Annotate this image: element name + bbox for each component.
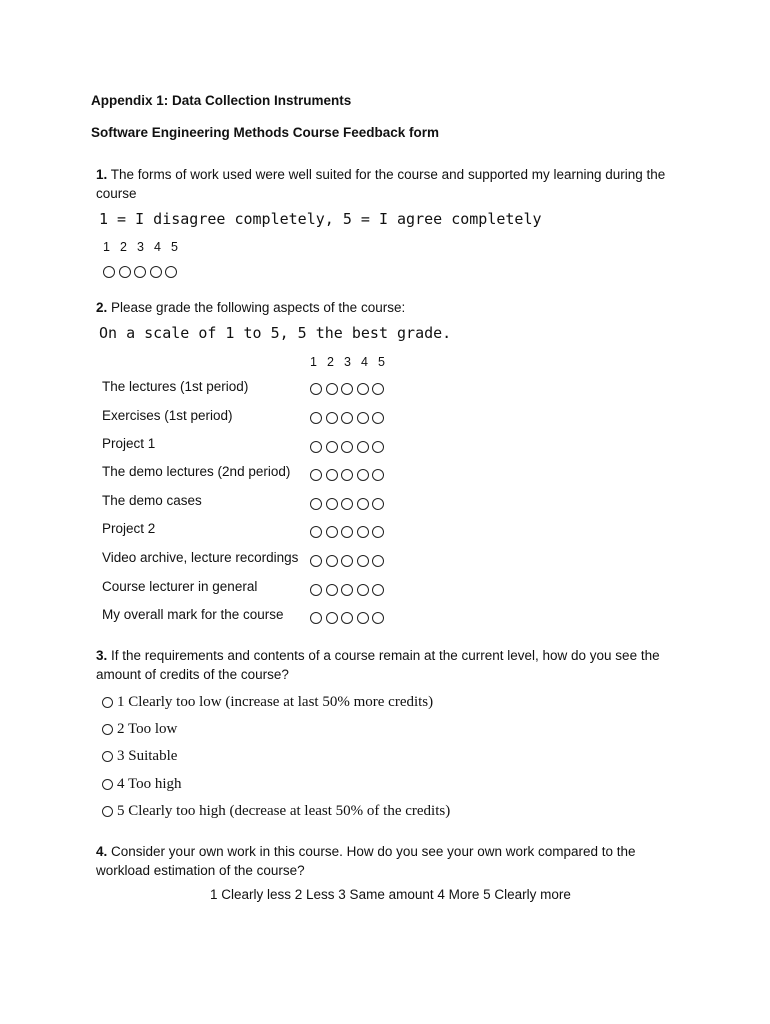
grading-row-label: My overall mark for the course xyxy=(102,607,284,622)
credit-option-label: 2 Too low xyxy=(117,721,178,737)
scale-label: 2 xyxy=(120,240,127,254)
radio-option-3[interactable] xyxy=(341,412,353,424)
radio-option-3[interactable] xyxy=(341,584,353,596)
grading-row-radios xyxy=(310,380,388,398)
radio-option-1[interactable] xyxy=(310,441,322,453)
radio-option-2[interactable] xyxy=(326,412,338,424)
grading-row-radios xyxy=(310,523,388,541)
radio-option-1[interactable] xyxy=(310,526,322,538)
radio-option-5[interactable] xyxy=(372,412,384,424)
question-2-scale-note: On a scale of 1 to 5, 5 the best grade. xyxy=(99,324,452,342)
radio-option-2[interactable] xyxy=(326,441,338,453)
question-4 xyxy=(96,842,666,880)
credit-option[interactable] xyxy=(102,721,177,738)
question-4-number: 4. xyxy=(96,844,108,859)
question-2-scale-head xyxy=(310,353,395,371)
grading-row-radios xyxy=(310,409,388,427)
question-1-number: 1. xyxy=(96,167,108,182)
credit-option-label: 4 Too high xyxy=(117,776,182,792)
radio-option-4[interactable] xyxy=(357,498,369,510)
radio-option-5[interactable] xyxy=(372,383,384,395)
radio-option-2[interactable] xyxy=(326,612,338,624)
radio-option-4[interactable] xyxy=(357,555,369,567)
radio-option-4[interactable] xyxy=(357,412,369,424)
radio-option-4[interactable] xyxy=(357,612,369,624)
radio-option-4[interactable] xyxy=(357,383,369,395)
radio-option-3[interactable] xyxy=(341,612,353,624)
radio-option-5[interactable] xyxy=(372,526,384,538)
grading-row xyxy=(102,492,202,510)
grading-row xyxy=(102,520,155,538)
credit-option[interactable] xyxy=(102,748,177,765)
radio-option-2[interactable] xyxy=(326,383,338,395)
question-1-scale-head xyxy=(103,238,188,256)
credit-option[interactable] xyxy=(102,776,182,793)
grading-row-label: Project 1 xyxy=(102,436,156,451)
radio-option-1[interactable] xyxy=(310,584,322,596)
question-1-radios xyxy=(103,263,181,281)
grading-row-label: The lectures (1st period) xyxy=(102,379,249,394)
credit-option-label: 1 Clearly too low (increase at last 50% more credits) xyxy=(117,694,434,710)
question-2-text: Please grade the following aspects of the course: xyxy=(111,300,406,315)
grading-row xyxy=(102,435,155,453)
radio-option-1[interactable] xyxy=(310,555,322,567)
scale-label: 1 xyxy=(103,240,110,254)
grading-row xyxy=(102,407,233,425)
radio-option-5[interactable] xyxy=(372,441,384,453)
grading-row xyxy=(102,606,284,624)
question-3-number: 3. xyxy=(96,648,108,663)
radio-option-3[interactable] xyxy=(341,498,353,510)
grading-row-label: The demo lectures (2nd period) xyxy=(102,464,291,479)
radio-option-1[interactable] xyxy=(310,469,322,481)
radio-option-2[interactable] xyxy=(326,526,338,538)
radio-option-2[interactable] xyxy=(119,266,131,278)
question-2 xyxy=(96,298,666,317)
radio-option-4[interactable] xyxy=(357,441,369,453)
credit-option-label: 3 Suitable xyxy=(117,748,178,764)
radio-button[interactable] xyxy=(102,806,113,817)
grading-row-label: Exercises (1st period) xyxy=(102,408,233,423)
radio-button[interactable] xyxy=(102,779,113,790)
radio-option-3[interactable] xyxy=(341,441,353,453)
scale-label: 5 xyxy=(171,240,178,254)
grading-row xyxy=(102,378,248,396)
radio-option-3[interactable] xyxy=(341,383,353,395)
radio-option-2[interactable] xyxy=(326,469,338,481)
radio-option-2[interactable] xyxy=(326,584,338,596)
scale-label: 3 xyxy=(344,355,351,369)
question-4-text: Consider your own work in this course. How do you see your own work compared to the workload estimation of the course? xyxy=(96,844,636,878)
scale-label: 4 xyxy=(154,240,161,254)
radio-option-3[interactable] xyxy=(341,555,353,567)
grading-row-radios xyxy=(310,466,388,484)
scale-label: 1 xyxy=(310,355,317,369)
appendix-title: Appendix 1: Data Collection Instruments xyxy=(91,93,352,108)
grading-row-label: Video archive, lecture recordings xyxy=(102,550,299,565)
scale-label: 4 xyxy=(361,355,368,369)
radio-option-1[interactable] xyxy=(310,412,322,424)
radio-button[interactable] xyxy=(102,697,113,708)
grading-row-radios xyxy=(310,609,388,627)
radio-button[interactable] xyxy=(102,724,113,735)
radio-option-4[interactable] xyxy=(357,584,369,596)
scale-label: 2 xyxy=(327,355,334,369)
question-1 xyxy=(96,165,666,203)
radio-option-5[interactable] xyxy=(372,498,384,510)
question-1-text: The forms of work used were well suited for the course and supported my learning during the course xyxy=(96,167,666,201)
credit-option[interactable] xyxy=(102,694,433,711)
radio-option-1[interactable] xyxy=(103,266,115,278)
question-3 xyxy=(96,646,666,684)
radio-option-5[interactable] xyxy=(372,612,384,624)
grading-row-radios xyxy=(310,581,388,599)
radio-option-1[interactable] xyxy=(310,498,322,510)
radio-option-3[interactable] xyxy=(134,266,146,278)
radio-option-5[interactable] xyxy=(372,469,384,481)
radio-option-3[interactable] xyxy=(341,469,353,481)
grading-row xyxy=(102,463,290,481)
question-2-number: 2. xyxy=(96,300,108,315)
radio-option-4[interactable] xyxy=(357,469,369,481)
credit-option-label: 5 Clearly too high (decrease at least 50% of the credits) xyxy=(117,803,451,819)
credit-option[interactable] xyxy=(102,803,450,820)
grading-row-radios xyxy=(310,438,388,456)
radio-option-1[interactable] xyxy=(310,612,322,624)
scale-label: 3 xyxy=(137,240,144,254)
grading-row-label: Project 2 xyxy=(102,521,156,536)
workload-scale-line: 1 Clearly less 2 Less 3 Same amount 4 More 5 Clearly more xyxy=(210,887,571,902)
radio-option-2[interactable] xyxy=(326,555,338,567)
form-title: Software Engineering Methods Course Feedback form xyxy=(91,125,440,140)
grading-row xyxy=(102,578,257,596)
grading-row-label: The demo cases xyxy=(102,493,202,508)
question-3-text: If the requirements and contents of a course remain at the current level, how do you see the amount of credits of the course? xyxy=(96,648,660,682)
radio-option-5[interactable] xyxy=(165,266,177,278)
radio-option-5[interactable] xyxy=(372,584,384,596)
grading-row xyxy=(102,549,298,567)
grading-row-label: Course lecturer in general xyxy=(102,579,258,594)
grading-row-radios xyxy=(310,552,388,570)
scale-label: 5 xyxy=(378,355,385,369)
question-1-scale-note: 1 = I disagree completely, 5 = I agree completely xyxy=(99,210,542,228)
grading-row-radios xyxy=(310,495,388,513)
radio-button[interactable] xyxy=(102,751,113,762)
radio-option-5[interactable] xyxy=(372,555,384,567)
radio-option-1[interactable] xyxy=(310,383,322,395)
radio-option-2[interactable] xyxy=(326,498,338,510)
radio-option-3[interactable] xyxy=(341,526,353,538)
radio-option-4[interactable] xyxy=(357,526,369,538)
radio-option-4[interactable] xyxy=(150,266,162,278)
